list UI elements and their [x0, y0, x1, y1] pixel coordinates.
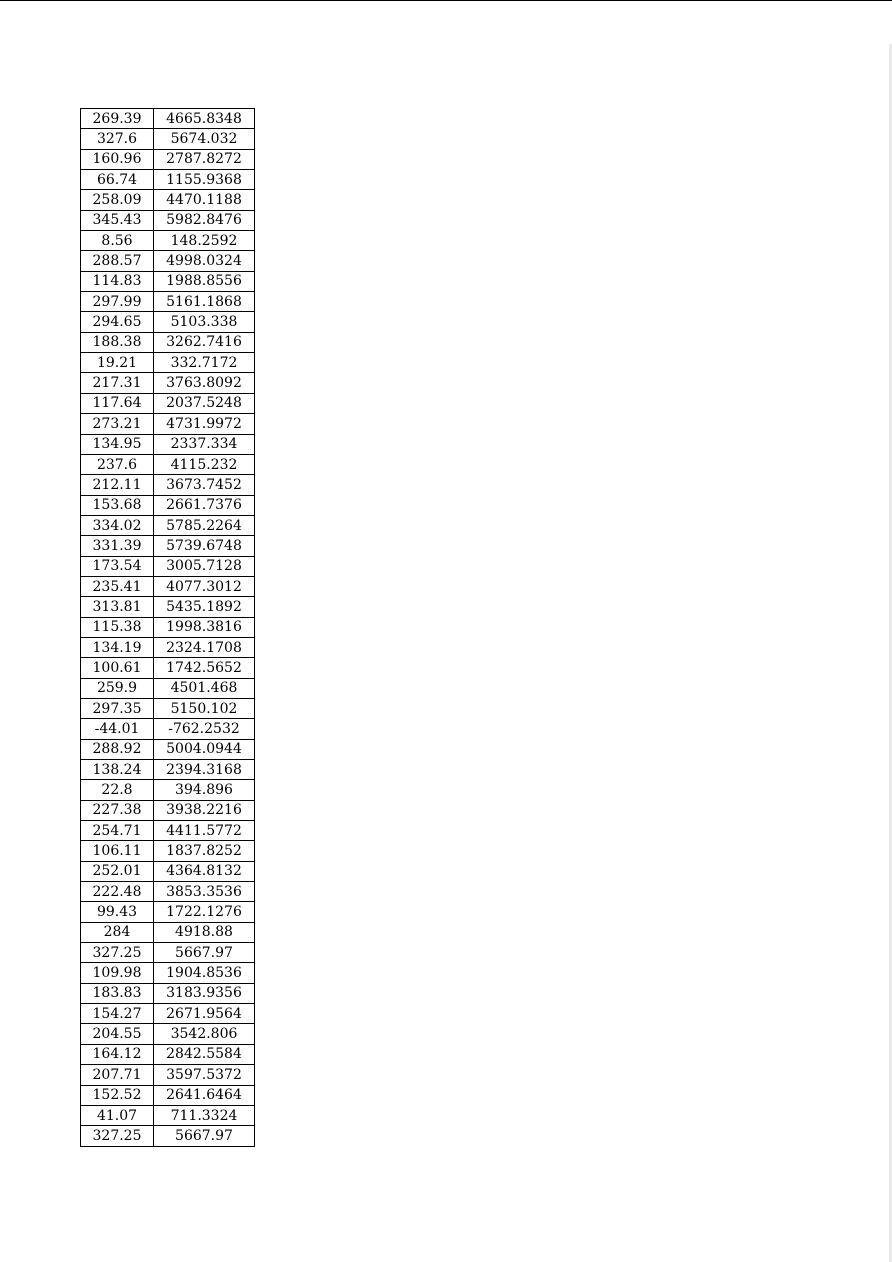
data-table: [80, 108, 255, 1147]
value-cell[interactable]: 41.07: [81, 1105, 154, 1125]
product-cell[interactable]: 4077.3012: [154, 576, 255, 596]
value-cell[interactable]: 106.11: [81, 841, 154, 861]
table-row: [81, 129, 255, 149]
value-cell[interactable]: 327.25: [81, 1126, 154, 1146]
product-cell[interactable]: 3597.5372: [154, 1065, 255, 1085]
product-cell[interactable]: 3853.3536: [154, 882, 255, 902]
value-cell[interactable]: 297.99: [81, 292, 154, 312]
value-cell[interactable]: 294.65: [81, 312, 154, 332]
value-cell[interactable]: 204.55: [81, 1024, 154, 1044]
product-cell[interactable]: 1722.1276: [154, 902, 255, 922]
table-row: [81, 1085, 255, 1105]
table-row: [81, 576, 255, 596]
product-cell[interactable]: 4364.8132: [154, 861, 255, 881]
value-cell[interactable]: -44.01: [81, 719, 154, 739]
product-cell[interactable]: 4115.232: [154, 454, 255, 474]
value-cell[interactable]: 269.39: [81, 109, 154, 129]
value-cell[interactable]: 273.21: [81, 414, 154, 434]
product-cell[interactable]: 2671.9564: [154, 1004, 255, 1024]
value-cell[interactable]: 288.57: [81, 251, 154, 271]
product-cell[interactable]: 3183.9356: [154, 983, 255, 1003]
table-row: [81, 922, 255, 942]
value-cell[interactable]: 327.6: [81, 129, 154, 149]
table-row: [81, 983, 255, 1003]
table-row: [81, 312, 255, 332]
product-cell[interactable]: 2787.8272: [154, 149, 255, 169]
product-cell[interactable]: 5667.97: [154, 1126, 255, 1146]
value-cell[interactable]: 22.8: [81, 780, 154, 800]
value-cell[interactable]: 173.54: [81, 556, 154, 576]
product-cell[interactable]: 5667.97: [154, 943, 255, 963]
value-cell[interactable]: 327.25: [81, 943, 154, 963]
product-cell[interactable]: 5103.338: [154, 312, 255, 332]
table-row: [81, 902, 255, 922]
value-cell[interactable]: 252.01: [81, 861, 154, 881]
table-row: [81, 332, 255, 352]
table-row: [81, 1065, 255, 1085]
table-row: [81, 231, 255, 251]
table-row: [81, 780, 255, 800]
value-cell[interactable]: 152.52: [81, 1085, 154, 1105]
table-row: [81, 1024, 255, 1044]
product-cell[interactable]: 5161.1868: [154, 292, 255, 312]
table-row: [81, 841, 255, 861]
value-cell[interactable]: 188.38: [81, 332, 154, 352]
product-cell[interactable]: 1904.8536: [154, 963, 255, 983]
table-row: [81, 1044, 255, 1064]
value-cell[interactable]: 212.11: [81, 475, 154, 495]
page-top-border: [0, 0, 892, 1]
value-cell[interactable]: 313.81: [81, 597, 154, 617]
product-cell[interactable]: 5674.032: [154, 129, 255, 149]
value-cell[interactable]: 297.35: [81, 698, 154, 718]
product-cell[interactable]: 1742.5652: [154, 658, 255, 678]
product-cell[interactable]: 3938.2216: [154, 800, 255, 820]
value-cell[interactable]: 134.19: [81, 637, 154, 657]
product-cell[interactable]: 3673.7452: [154, 475, 255, 495]
product-cell[interactable]: 4501.468: [154, 678, 255, 698]
table-row: [81, 495, 255, 515]
table-row: [81, 536, 255, 556]
product-cell[interactable]: 2842.5584: [154, 1044, 255, 1064]
value-cell[interactable]: 222.48: [81, 882, 154, 902]
table-row: [81, 1126, 255, 1146]
product-cell[interactable]: 2337.334: [154, 434, 255, 454]
value-cell[interactable]: 66.74: [81, 170, 154, 190]
value-cell[interactable]: 331.39: [81, 536, 154, 556]
product-cell[interactable]: 4998.0324: [154, 251, 255, 271]
product-cell[interactable]: 4470.1188: [154, 190, 255, 210]
product-cell[interactable]: 5785.2264: [154, 515, 255, 535]
value-cell[interactable]: 217.31: [81, 373, 154, 393]
value-cell[interactable]: 160.96: [81, 149, 154, 169]
product-cell[interactable]: 5150.102: [154, 698, 255, 718]
table-row: [81, 963, 255, 983]
product-cell[interactable]: 332.7172: [154, 353, 255, 373]
value-cell[interactable]: 258.09: [81, 190, 154, 210]
product-cell[interactable]: 3262.7416: [154, 332, 255, 352]
value-cell[interactable]: 259.9: [81, 678, 154, 698]
product-cell[interactable]: 3005.7128: [154, 556, 255, 576]
product-cell[interactable]: 1998.3816: [154, 617, 255, 637]
table-row: [81, 556, 255, 576]
product-cell[interactable]: 148.2592: [154, 231, 255, 251]
product-cell[interactable]: 4731.9972: [154, 414, 255, 434]
product-cell[interactable]: 2324.1708: [154, 637, 255, 657]
table-row: [81, 678, 255, 698]
table-row: [81, 698, 255, 718]
value-cell[interactable]: 334.02: [81, 515, 154, 535]
product-cell[interactable]: 3763.8092: [154, 373, 255, 393]
value-cell[interactable]: 115.38: [81, 617, 154, 637]
table-row: [81, 454, 255, 474]
table-row: [81, 597, 255, 617]
product-cell[interactable]: 5982.8476: [154, 210, 255, 230]
value-cell[interactable]: 345.43: [81, 210, 154, 230]
value-cell[interactable]: 153.68: [81, 495, 154, 515]
product-cell[interactable]: 2037.5248: [154, 393, 255, 413]
table-row: [81, 861, 255, 881]
table-row: [81, 943, 255, 963]
value-cell[interactable]: 288.92: [81, 739, 154, 759]
table-row: [81, 515, 255, 535]
product-cell[interactable]: 2641.6464: [154, 1085, 255, 1105]
value-cell[interactable]: 164.12: [81, 1044, 154, 1064]
table-row: [81, 475, 255, 495]
table-row: [81, 760, 255, 780]
product-cell[interactable]: 1988.8556: [154, 271, 255, 291]
table-row: [81, 1004, 255, 1024]
product-cell[interactable]: 2394.3168: [154, 760, 255, 780]
table-row: [81, 800, 255, 820]
product-cell[interactable]: 4665.8348: [154, 109, 255, 129]
value-cell[interactable]: 284: [81, 922, 154, 942]
product-cell[interactable]: 3542.806: [154, 1024, 255, 1044]
product-cell[interactable]: 1155.9368: [154, 170, 255, 190]
value-cell[interactable]: 237.6: [81, 454, 154, 474]
product-cell[interactable]: 4918.88: [154, 922, 255, 942]
value-cell[interactable]: 254.71: [81, 821, 154, 841]
table-row: [81, 1105, 255, 1125]
table-row: [81, 617, 255, 637]
value-cell[interactable]: 134.95: [81, 434, 154, 454]
product-cell[interactable]: 4411.5772: [154, 821, 255, 841]
value-cell[interactable]: 117.64: [81, 393, 154, 413]
value-cell[interactable]: 207.71: [81, 1065, 154, 1085]
table-row: [81, 414, 255, 434]
product-cell[interactable]: 2661.7376: [154, 495, 255, 515]
table-row: [81, 109, 255, 129]
value-cell[interactable]: 154.27: [81, 1004, 154, 1024]
value-cell[interactable]: 183.83: [81, 983, 154, 1003]
table-row: [81, 719, 255, 739]
product-cell[interactable]: 711.3324: [154, 1105, 255, 1125]
table-row: [81, 190, 255, 210]
value-cell[interactable]: 138.24: [81, 760, 154, 780]
value-cell[interactable]: 114.83: [81, 271, 154, 291]
product-cell[interactable]: 5739.6748: [154, 536, 255, 556]
table-row: [81, 434, 255, 454]
table-row: [81, 637, 255, 657]
table-row: [81, 658, 255, 678]
table-row: [81, 739, 255, 759]
table-row: [81, 882, 255, 902]
table-row: [81, 292, 255, 312]
value-cell[interactable]: 100.61: [81, 658, 154, 678]
table-row: [81, 353, 255, 373]
value-cell[interactable]: 8.56: [81, 231, 154, 251]
value-cell[interactable]: 99.43: [81, 902, 154, 922]
value-cell[interactable]: 19.21: [81, 353, 154, 373]
table-row: [81, 149, 255, 169]
data-table-body: [81, 109, 255, 1147]
table-row: [81, 393, 255, 413]
value-cell[interactable]: 227.38: [81, 800, 154, 820]
table-row: [81, 251, 255, 271]
product-cell[interactable]: 394.896: [154, 780, 255, 800]
product-cell[interactable]: 5435.1892: [154, 597, 255, 617]
product-cell[interactable]: 1837.8252: [154, 841, 255, 861]
table-row: [81, 170, 255, 190]
table-row: [81, 373, 255, 393]
value-cell[interactable]: 109.98: [81, 963, 154, 983]
value-cell[interactable]: 235.41: [81, 576, 154, 596]
table-row: [81, 821, 255, 841]
table-row: [81, 271, 255, 291]
table-row: [81, 210, 255, 230]
product-cell[interactable]: 5004.0944: [154, 739, 255, 759]
product-cell[interactable]: -762.2532: [154, 719, 255, 739]
